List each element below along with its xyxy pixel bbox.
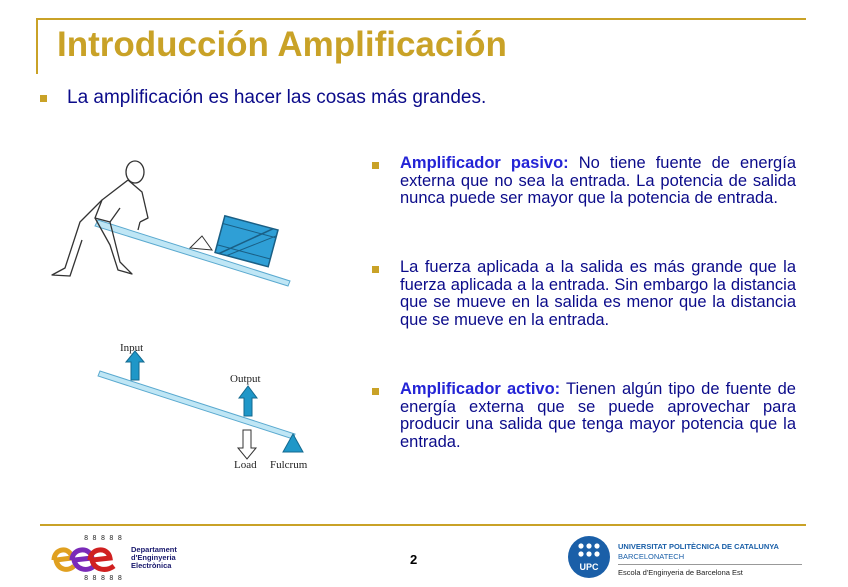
footer-rule <box>40 524 806 526</box>
paragraph-force <box>400 259 796 329</box>
load-arrow-icon <box>238 430 256 459</box>
university-tagline: BARCELONATECH <box>618 552 685 561</box>
output-label: Output <box>230 373 261 385</box>
dept-name <box>131 546 177 570</box>
dept-logo-icon <box>44 530 130 582</box>
bullet-icon <box>372 266 379 273</box>
input-arrow-icon <box>126 351 144 380</box>
load-label: Load <box>234 459 257 471</box>
paragraph-text: La fuerza aplicada a la salida es más grande que la fuerza aplicada a la entrada. Sin embargo la distancia que se mueve en la salida es menor que la distancia que se mueve en la entrada. <box>400 258 796 329</box>
highlight-term: Amplificador activo: <box>400 380 561 398</box>
svg-text:8 8 8 8 8: 8 8 8 8 8 <box>84 574 122 582</box>
input-label: Input <box>120 342 144 354</box>
title-side-bar <box>36 18 38 74</box>
dept-line: d'Enginyeria <box>131 553 176 562</box>
bullet-icon <box>372 162 379 169</box>
paragraph-passive-amplifier <box>400 155 796 208</box>
upc-logo-icon <box>567 535 611 579</box>
dept-line: Departament <box>131 545 177 554</box>
upc-logo-text: UPC <box>579 562 599 572</box>
title-rule <box>36 18 806 20</box>
bullet-icon <box>40 95 47 102</box>
output-arrow-icon <box>239 386 257 416</box>
paragraph-text: No tiene fuente de energía externa que no sea la entrada. La potencia de salida nunca puede ser mayor que la potencia de entrada. <box>400 154 796 207</box>
lever-diagram <box>90 338 320 473</box>
university-name: UNIVERSITAT POLITÈCNICA DE CATALUNYA <box>618 542 779 551</box>
highlight-term: Amplificador pasivo: <box>400 154 569 172</box>
paragraph-text: Tienen algún tipo de fuente de energía externa que se puede aprovechar para producir una salida que tenga mayor potencia que la entrada. <box>400 380 796 451</box>
lever-crate-illustration <box>40 150 310 290</box>
slide-title: Introducción Amplificación <box>57 25 507 64</box>
paragraph-active-amplifier <box>400 381 796 451</box>
school-name: Escola d'Enginyeria de Barcelona Est <box>618 568 743 577</box>
svg-text:8 8 8 8 8: 8 8 8 8 8 <box>84 534 122 542</box>
bullet-icon <box>372 388 379 395</box>
dept-line: Electrònica <box>131 561 172 570</box>
fulcrum-label: Fulcrum <box>270 459 308 471</box>
intro-text: La amplificación es hacer las cosas más grandes. <box>67 87 487 108</box>
page-number: 2 <box>410 552 418 567</box>
footer-logo-divider <box>618 564 802 565</box>
